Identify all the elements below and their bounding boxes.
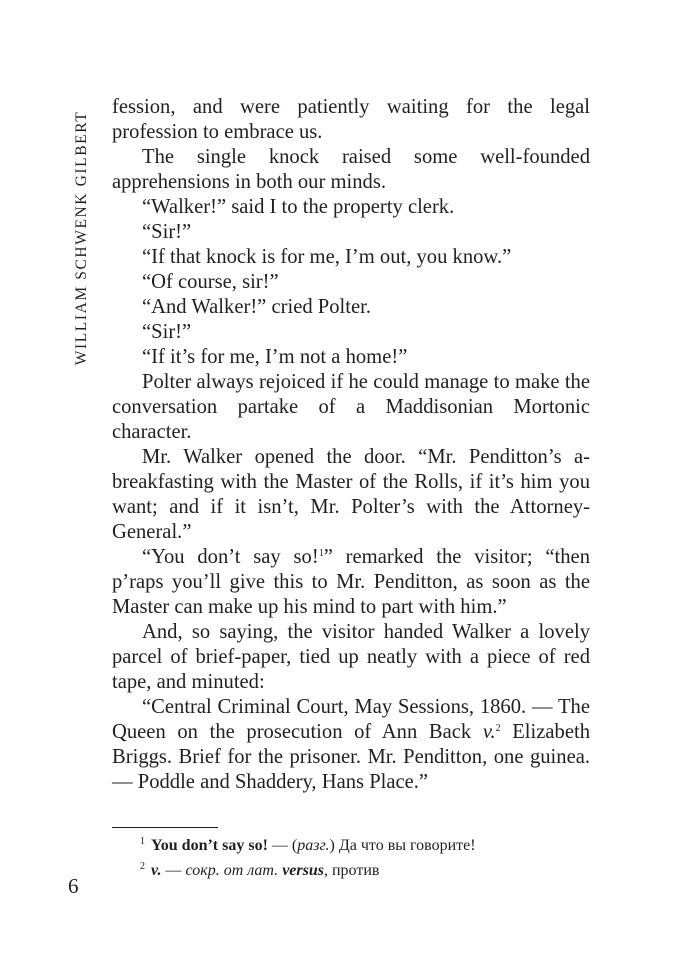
running-head: WILLIAM SCHWENK GILBERT <box>73 110 90 366</box>
body-text <box>112 95 590 795</box>
paragraph: “And Walker!” cried Polter. <box>142 296 371 318</box>
paragraph: fession, and were patiently waiting for the legal profession to embrace us. <box>112 96 590 143</box>
footnote-mark: 2 <box>140 861 145 872</box>
footnote-1 <box>140 831 580 856</box>
footnote-dash: — ( <box>267 837 298 854</box>
versus-abbrev: v. <box>482 721 496 743</box>
footnote-divider <box>112 827 218 828</box>
text-run: “Central Criminal Court, May Sessions, 1860. — The Queen on the prosecution of Ann Back <box>112 696 590 743</box>
footnote-ref[interactable]: 2 <box>495 723 501 734</box>
footnote-note: сокр. от лат. <box>185 862 279 879</box>
paragraph: “Of course, sir!” <box>142 271 279 293</box>
text-run: “You don’t say so! <box>142 546 319 568</box>
footnote-term: versus <box>282 862 324 879</box>
paragraph: “Sir!” <box>142 221 192 243</box>
paragraph: And, so saying, the visitor handed Walker a lovely parcel of brief-paper, tied up neatly with a piece of red tape, and minuted: <box>112 621 590 693</box>
footnote-mark: 1 <box>140 836 145 847</box>
footnote-2 <box>140 856 580 881</box>
footnote-dash: — <box>161 862 186 879</box>
paragraph: Polter always rejoiced if he could manage to make the conversation partake of a Maddisonian Mortonic character. <box>112 371 590 443</box>
footnote-note: разг. <box>297 837 330 854</box>
paragraph <box>112 545 590 620</box>
footnotes <box>140 831 580 881</box>
text-run: ” remarked the visitor; “then p’raps you’ll give this to Mr. Penditton, as soon as the Master can make up his mind to part with him.” <box>112 546 590 618</box>
footnote-text: , против <box>323 862 380 879</box>
footnote-term: You don’t say so! <box>151 837 268 854</box>
footnote-term: v. <box>151 862 162 879</box>
page-number: 6 <box>68 874 79 898</box>
paragraph: Mr. Walker opened the door. “Mr. Penditton’s a-breakfasting with the Master of the Rolls, if it’s him you want; and if it isn’t, Mr. Polter’s with the Attorney-General.” <box>112 446 590 543</box>
paragraph <box>112 695 590 795</box>
footnote-ref[interactable]: 1 <box>318 548 324 559</box>
paragraph: The single knock raised some well-founded apprehensions in both our minds. <box>112 146 590 193</box>
paragraph: “Walker!” said I to the property clerk. <box>142 196 455 218</box>
paragraph: “Sir!” <box>142 321 192 343</box>
text-run: Elizabeth Briggs. Brief for the prisoner. Mr. Penditton, one guinea. — Poddle and Shaddery, Hans Place.” <box>112 721 590 793</box>
footnote-text: ) Да что вы говорите! <box>329 837 476 854</box>
paragraph: “If that knock is for me, I’m out, you know.” <box>142 246 512 268</box>
paragraph: “If it’s for me, I’m not a home!” <box>142 346 408 368</box>
